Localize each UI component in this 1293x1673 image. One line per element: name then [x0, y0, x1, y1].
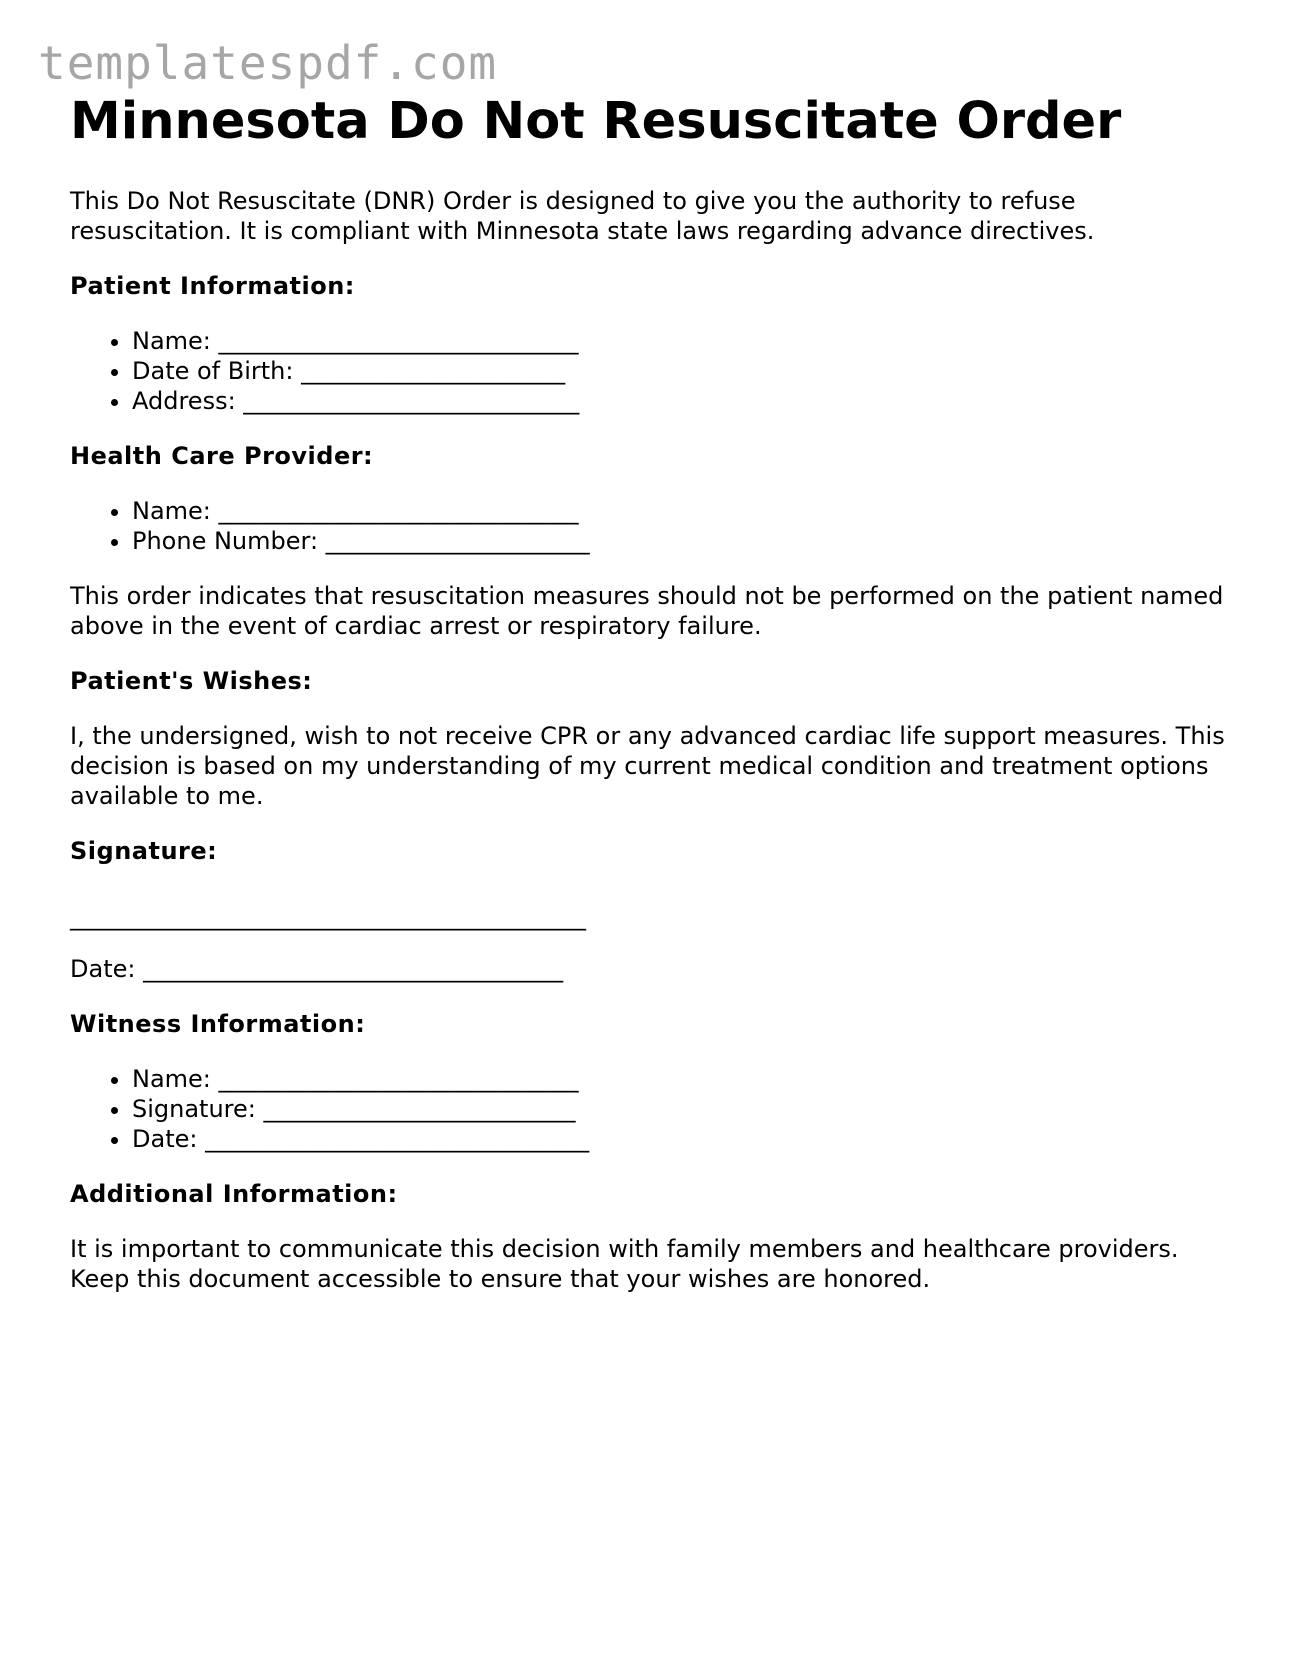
- wishes-paragraph: I, the undersigned, wish to not receive CPR or any advanced cardiac life support measures. This decision is based on my understanding of my current medical condition and treatment options available to me.: [70, 722, 1225, 810]
- signature-heading: Signature:: [70, 837, 218, 865]
- provider-name-field: • Name: ______________________________: [132, 496, 1230, 526]
- wishes-heading: Patient's Wishes:: [70, 667, 313, 695]
- witness-heading: Witness Information:: [70, 1010, 366, 1038]
- patient-address-field: • Address: ____________________________: [132, 386, 1230, 416]
- additional-paragraph: It is important to communicate this decision with family members and healthcare providers. Keep this document accessible to ensure that your wishes are honored.: [70, 1235, 1179, 1293]
- watermark-logo: templatespdf.com: [38, 36, 498, 90]
- patient-dob-field: • Date of Birth: ______________________: [132, 356, 1230, 386]
- intro-paragraph: This Do Not Resuscitate (DNR) Order is designed to give you the authority to refuse resuscitation. It is compliant with Minnesota state laws regarding advance directives.: [70, 187, 1095, 245]
- witness-signature-field: • Signature: __________________________: [132, 1094, 1230, 1124]
- page-title: Minnesota Do Not Resuscitate Order: [70, 92, 1122, 151]
- signature-date-field: Date: ___________________________________: [70, 955, 564, 983]
- witness-date-field: • Date: ________________________________: [132, 1124, 1230, 1154]
- patient-name-field: • Name: ______________________________: [132, 326, 1230, 356]
- order-statement: This order indicates that resuscitation measures should not be performed on the patient named above in the event of cardiac arrest or respiratory failure.: [70, 582, 1224, 640]
- witness-name-field: • Name: ______________________________: [132, 1064, 1230, 1094]
- patient-info-list: [70, 326, 1230, 416]
- witness-list: [70, 1064, 1230, 1154]
- provider-list: [70, 496, 1230, 556]
- signature-line: ___________________________________________: [70, 903, 586, 931]
- additional-heading: Additional Information:: [70, 1180, 398, 1208]
- document-page: [70, 90, 1230, 1294]
- provider-phone-field: • Phone Number: ______________________: [132, 526, 1230, 556]
- patient-info-heading: Patient Information:: [70, 272, 355, 300]
- provider-heading: Health Care Provider:: [70, 442, 374, 470]
